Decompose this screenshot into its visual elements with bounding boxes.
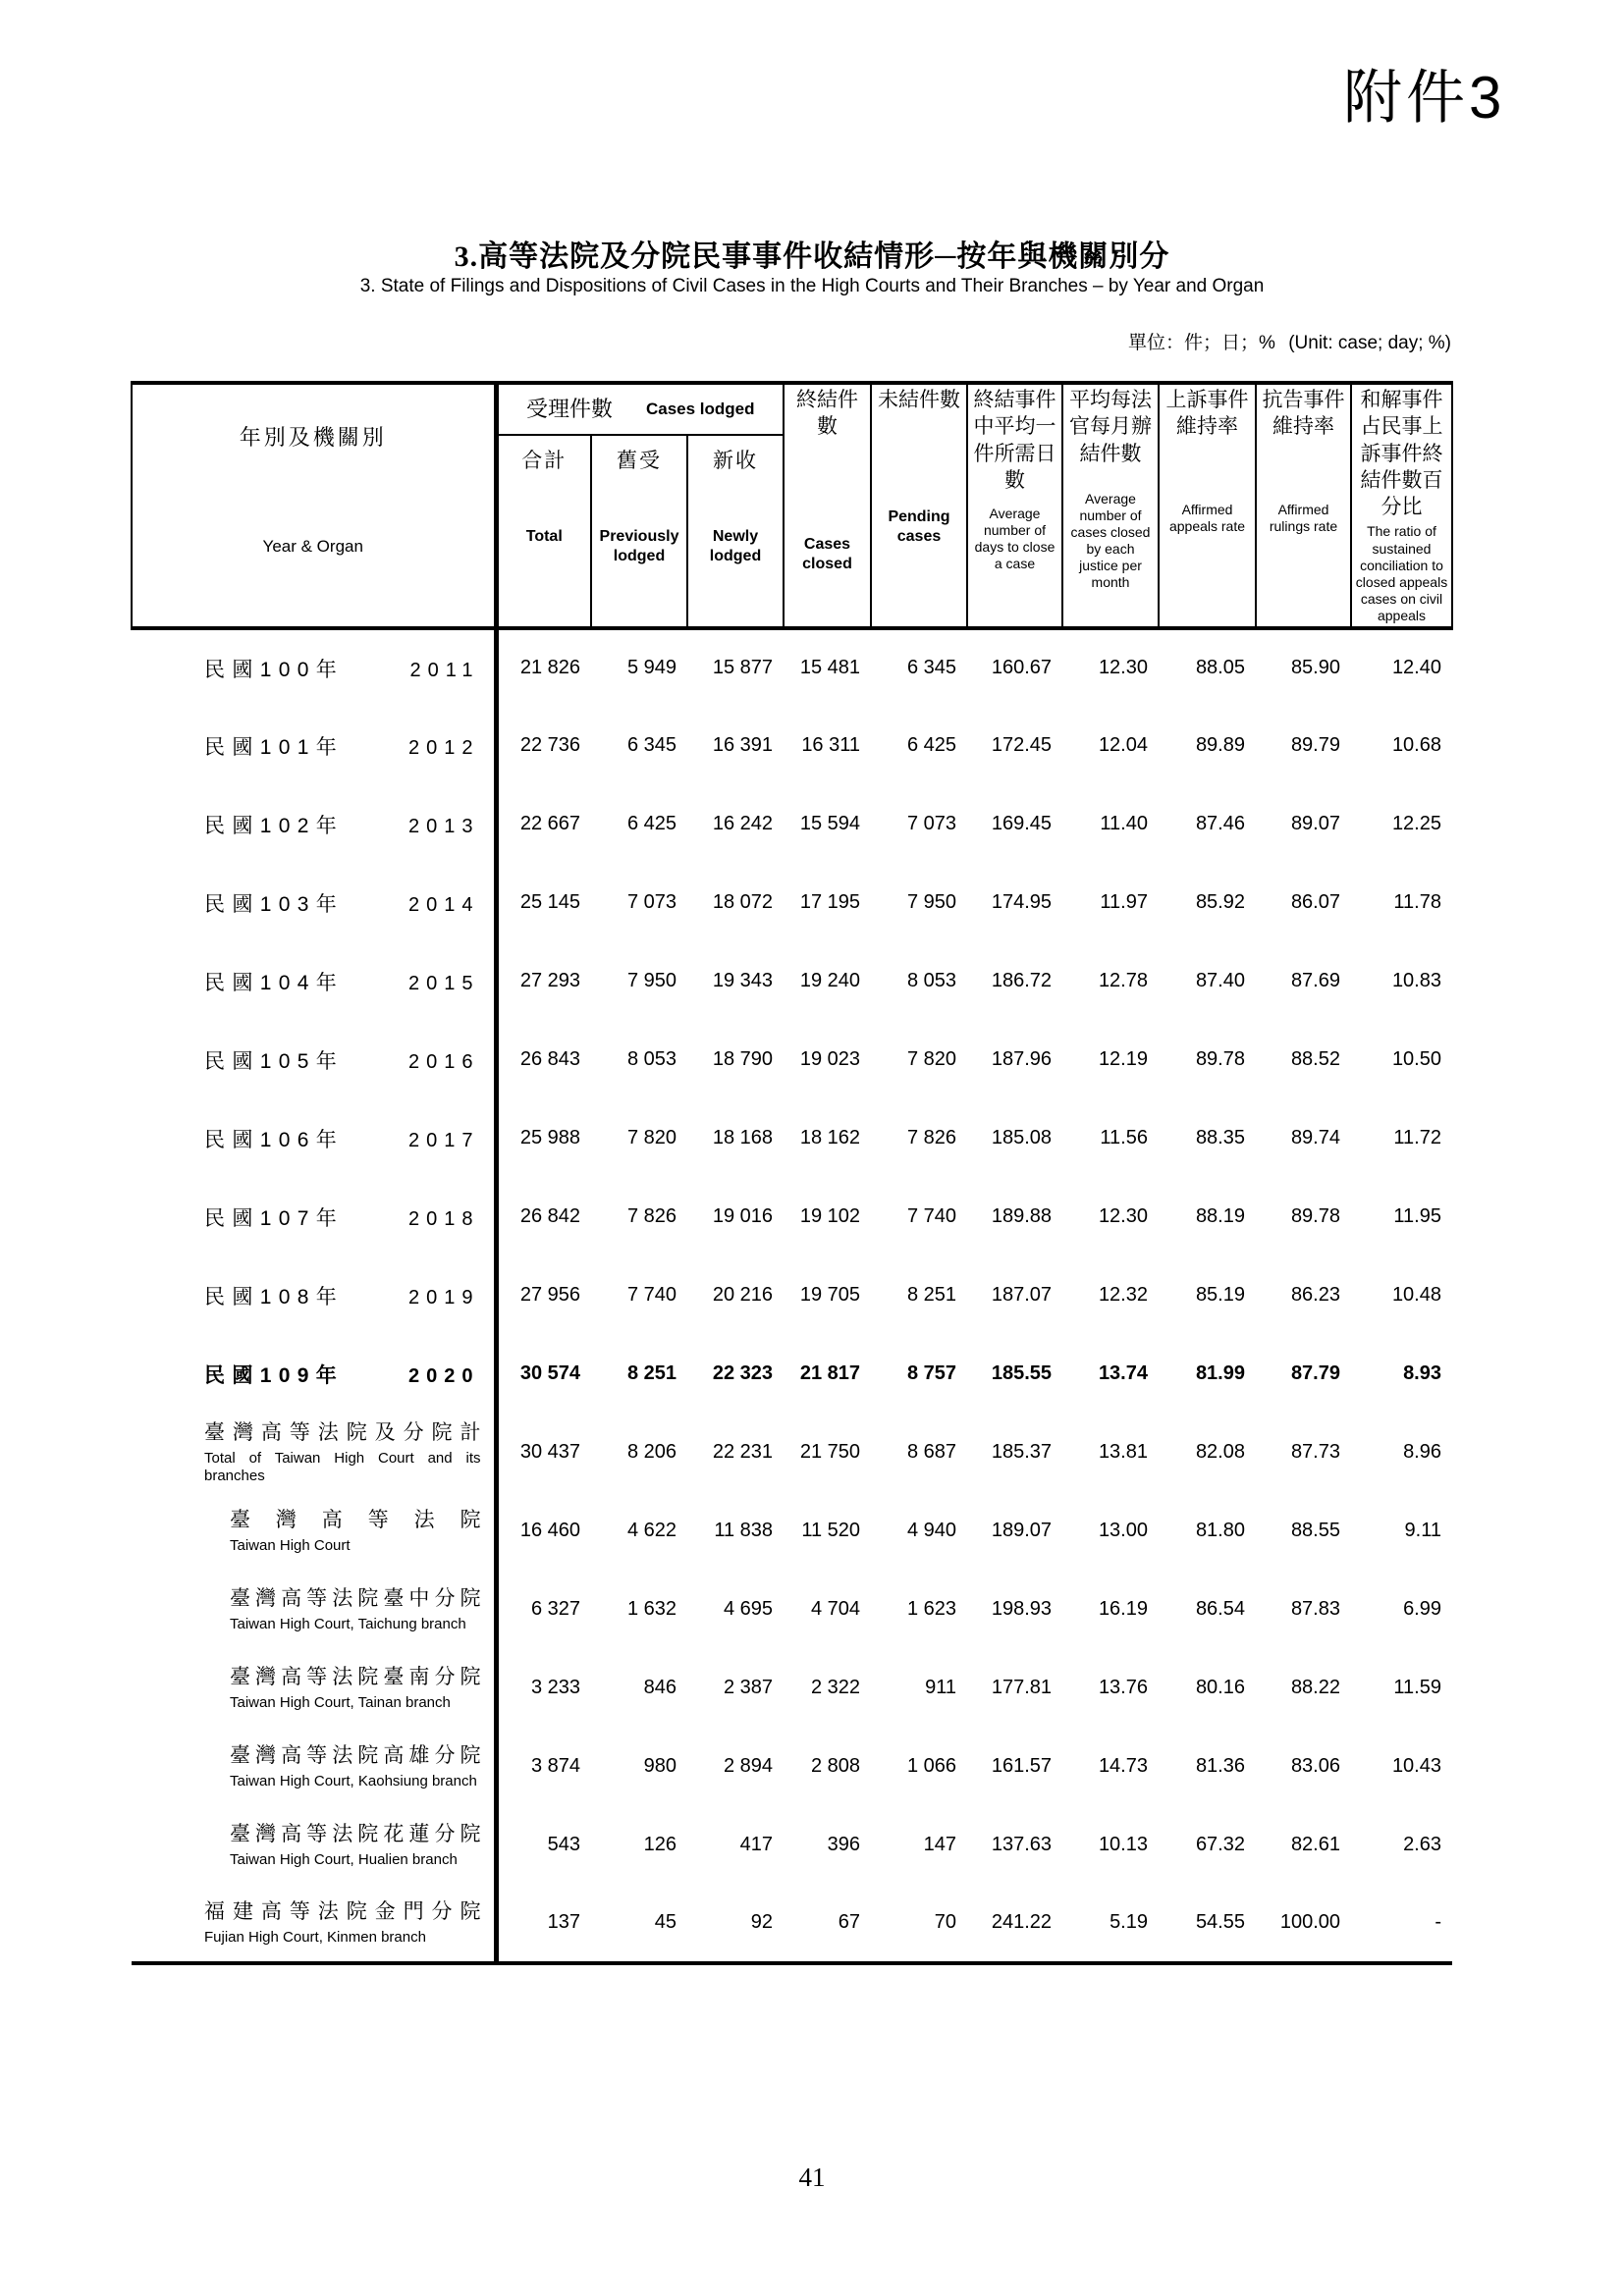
cell-value: 160.67	[991, 657, 1052, 679]
cell-value: 88.35	[1195, 1127, 1245, 1149]
cell-value: 911	[925, 1677, 956, 1699]
cell-value: 85.19	[1195, 1284, 1245, 1307]
cell-value: 82.61	[1290, 1834, 1340, 1856]
column-header-average-days	[967, 383, 1062, 628]
column-header-pending-cases	[871, 383, 967, 628]
cell-value: 22 667	[519, 813, 580, 835]
column-header-affirmed-rulings-rate	[1256, 383, 1351, 628]
cell-value: 86.07	[1290, 891, 1340, 914]
row-label-year: 2015	[408, 972, 480, 994]
table-row	[132, 628, 1452, 707]
cell-value: 19 705	[799, 1284, 860, 1307]
cell-value: 6 345	[906, 657, 956, 679]
cell-value: 7 740	[906, 1205, 956, 1228]
cell-value: 7 826	[626, 1205, 677, 1228]
cell-value: 10.43	[1391, 1755, 1441, 1778]
row-label-year: 2019	[408, 1286, 480, 1308]
cell-value: 88.05	[1195, 657, 1245, 679]
row-label	[132, 1571, 496, 1649]
cell-value: 85.92	[1195, 891, 1245, 914]
cell-value: 54.55	[1195, 1911, 1245, 1934]
cell-value: 19 023	[799, 1048, 860, 1071]
table-row	[132, 1335, 1452, 1414]
row-label-zh: 福建高等法院金門分院	[204, 1900, 481, 1924]
cell-value: 30 437	[519, 1441, 580, 1464]
cell-value: 17 195	[799, 891, 860, 914]
table-row	[132, 785, 1452, 864]
statistics-table-wrap	[131, 381, 1451, 1965]
cell-value: 21 750	[799, 1441, 860, 1464]
column-header-affirmed-appeals-rate	[1159, 383, 1256, 628]
cell-value: 89.89	[1195, 734, 1245, 757]
cell-value: 11.78	[1393, 891, 1441, 914]
row-label-en: Taiwan High Court, Hualien branch	[230, 1850, 458, 1868]
cell-value: 87.73	[1290, 1441, 1340, 1464]
column-header-cases-per-justice	[1062, 383, 1159, 628]
cell-value: 980	[643, 1755, 677, 1778]
column-header-conciliation-ratio	[1351, 383, 1452, 628]
cell-value: 67	[838, 1911, 860, 1934]
cell-value: 10.68	[1391, 734, 1441, 757]
column-header-total	[496, 435, 591, 628]
header-en: Cases closed	[802, 535, 852, 572]
cell-value: 81.36	[1195, 1755, 1245, 1778]
row-label-zh: 臺灣高等法院臺中分院	[230, 1587, 481, 1611]
table-row	[132, 864, 1452, 942]
cell-value: 8.93	[1403, 1362, 1441, 1385]
cell-value: -	[1435, 1911, 1441, 1934]
row-label	[132, 707, 496, 785]
cell-value: 846	[643, 1677, 677, 1699]
cell-value: 16 311	[801, 734, 860, 757]
cell-value: 19 016	[712, 1205, 773, 1228]
cell-value: 1 632	[626, 1598, 677, 1621]
header-en: Year & Organ	[262, 536, 363, 556]
cell-value: 22 736	[519, 734, 580, 757]
cell-value: 7 820	[626, 1127, 677, 1149]
row-label-zh: 臺灣高等法院及分院計	[204, 1421, 481, 1445]
cell-value: 8 251	[906, 1284, 956, 1307]
cell-value: 396	[827, 1834, 860, 1856]
row-label	[132, 1885, 496, 1963]
cell-value: 7 073	[906, 813, 956, 835]
cell-value: 27 293	[519, 970, 580, 992]
page-title-en: 3. State of Filings and Dispositions of Civil Cases in the High Courts and Their Branches – by Year and Organ	[359, 276, 1265, 296]
table-row	[132, 1414, 1452, 1492]
cell-value: 5 949	[626, 657, 677, 679]
cell-value: 13.81	[1098, 1441, 1148, 1464]
header-en: Average number of cases closed by each justice per month	[1070, 490, 1151, 591]
cell-value: 8.96	[1403, 1441, 1441, 1464]
cell-value: 7 073	[626, 891, 677, 914]
cell-value: 189.88	[991, 1205, 1052, 1228]
row-label	[132, 1806, 496, 1885]
cell-value: 543	[547, 1834, 580, 1856]
table-row	[132, 707, 1452, 785]
cell-value: 13.00	[1098, 1520, 1148, 1542]
table-row	[132, 1571, 1452, 1649]
row-label	[132, 1335, 496, 1414]
cell-value: 89.78	[1195, 1048, 1245, 1071]
cell-value: 21 826	[519, 657, 580, 679]
header-zh: 未結件數	[878, 389, 960, 411]
cell-value: 14.73	[1098, 1755, 1148, 1778]
cell-value: 20 216	[712, 1284, 773, 1307]
cell-value: 82.08	[1195, 1441, 1245, 1464]
header-zh: 舊受	[617, 450, 662, 472]
header-en: Affirmed appeals rate	[1168, 501, 1246, 534]
unit-note	[1128, 328, 1451, 354]
row-label-year: 2014	[408, 893, 480, 916]
cell-value: 7 826	[906, 1127, 956, 1149]
cell-value: 187.07	[991, 1284, 1052, 1307]
row-label-zh: 民國102年	[204, 814, 345, 837]
cell-value: 2 808	[810, 1755, 860, 1778]
cell-value: 81.99	[1195, 1362, 1245, 1385]
table-row	[132, 1099, 1452, 1178]
table-body	[132, 628, 1452, 1963]
row-label	[132, 1021, 496, 1099]
row-label	[132, 1728, 496, 1806]
cell-value: 100.00	[1279, 1911, 1340, 1934]
cell-value: 22 323	[712, 1362, 773, 1385]
row-label-year: 2016	[408, 1050, 480, 1073]
row-label-zh: 民國105年	[204, 1049, 345, 1073]
cell-value: 81.80	[1195, 1520, 1245, 1542]
header-en: The ratio of sustained conciliation to closed appeals cases on civil appeals	[1355, 523, 1448, 623]
cell-value: 7 740	[626, 1284, 677, 1307]
cell-value: 25 145	[519, 891, 580, 914]
cell-value: 189.07	[991, 1520, 1052, 1542]
cell-value: 8 757	[906, 1362, 956, 1385]
cell-value: 7 950	[906, 891, 956, 914]
cell-value: 12.78	[1098, 970, 1148, 992]
header-en: Affirmed rulings rate	[1269, 501, 1338, 534]
cell-value: 16 391	[712, 734, 773, 757]
row-label-zh: 臺灣高等法院高雄分院	[230, 1744, 481, 1768]
row-label-year: 2017	[408, 1129, 480, 1151]
cell-value: 15 594	[799, 813, 860, 835]
cell-value: 11 520	[801, 1520, 860, 1542]
row-label-year: 2020	[408, 1364, 480, 1387]
cell-value: 6 345	[626, 734, 677, 757]
table-row	[132, 1649, 1452, 1728]
table-row	[132, 1806, 1452, 1885]
cell-value: 11.59	[1393, 1677, 1441, 1699]
cell-value: 6 327	[530, 1598, 580, 1621]
row-label-year: 2013	[408, 815, 480, 837]
header-en: Previously lodged	[599, 528, 679, 565]
cell-value: 241.22	[991, 1911, 1052, 1934]
row-label-zh: 臺灣高等法院臺南分院	[230, 1666, 481, 1689]
cell-value: 12.30	[1098, 657, 1148, 679]
page-number: 41	[798, 2163, 826, 2192]
cell-value: 15 481	[799, 657, 860, 679]
attachment-label: 附件3	[1343, 65, 1506, 131]
cell-value: 187.96	[991, 1048, 1052, 1071]
cell-value: 2 894	[723, 1755, 773, 1778]
header-zh: 抗告事件維持率	[1262, 389, 1345, 439]
cell-value: 92	[750, 1911, 773, 1934]
row-label	[132, 1256, 496, 1335]
header-zh: 終結件數	[796, 389, 858, 439]
cell-value: 11.56	[1100, 1127, 1148, 1149]
row-label-zh: 民國100年	[204, 658, 345, 681]
row-label-zh: 臺灣高等法院	[230, 1509, 481, 1532]
cell-value: 27 956	[519, 1284, 580, 1307]
unit-note-en: (Unit: case; day; %)	[1288, 333, 1451, 353]
cell-value: 89.74	[1290, 1127, 1340, 1149]
cell-value: 169.45	[991, 813, 1052, 835]
cell-value: 147	[923, 1834, 956, 1856]
cell-value: 8 053	[906, 970, 956, 992]
row-label	[132, 1178, 496, 1256]
header-zh: 終結事件中平均一件所需日數	[973, 389, 1056, 492]
row-label-en: Taiwan High Court	[230, 1536, 351, 1554]
cell-value: 87.69	[1290, 970, 1340, 992]
cell-value: 5.19	[1110, 1911, 1148, 1934]
cell-value: 6.99	[1403, 1598, 1441, 1621]
cell-value: 172.45	[991, 734, 1052, 757]
column-header-cases-closed	[784, 383, 871, 628]
row-label-year: 2018	[408, 1207, 480, 1230]
cell-value: 86.54	[1195, 1598, 1245, 1621]
cell-value: 15 877	[712, 657, 773, 679]
cell-value: 12.04	[1098, 734, 1148, 757]
cell-value: 11.95	[1393, 1205, 1441, 1228]
row-label-en: Taiwan High Court, Tainan branch	[230, 1693, 451, 1711]
header-zh: 合計	[521, 450, 568, 472]
table-row	[132, 1021, 1452, 1099]
cell-value: 7 820	[906, 1048, 956, 1071]
cell-value: 8 687	[906, 1441, 956, 1464]
row-label-en: Taiwan High Court, Taichung branch	[230, 1615, 466, 1632]
cell-value: 26 842	[519, 1205, 580, 1228]
cell-value: 18 790	[712, 1048, 773, 1071]
row-label-en: Total of Taiwan High Court and its branches	[204, 1449, 481, 1484]
cell-value: 19 102	[799, 1205, 860, 1228]
row-label-zh: 民國106年	[204, 1128, 345, 1151]
cell-value: 89.07	[1290, 813, 1340, 835]
table-row	[132, 1256, 1452, 1335]
row-label-zh: 臺灣高等法院花蓮分院	[230, 1823, 481, 1846]
row-label	[132, 628, 496, 707]
header-zh: 年別及機關別	[239, 425, 387, 450]
cell-value: 417	[739, 1834, 773, 1856]
cell-value: 18 168	[712, 1127, 773, 1149]
cell-value: 2.63	[1403, 1834, 1441, 1856]
statistics-table	[131, 381, 1453, 1965]
header-zh: 平均每法官每月辦結件數	[1069, 389, 1152, 465]
row-label-zh: 民國101年	[204, 735, 345, 759]
cell-value: 88.22	[1290, 1677, 1340, 1699]
cell-value: 12.30	[1098, 1205, 1148, 1228]
cell-value: 89.79	[1290, 734, 1340, 757]
header-zh: 新收	[713, 450, 758, 472]
cell-value: 186.72	[991, 970, 1052, 992]
cell-value: 12.32	[1098, 1284, 1148, 1307]
cell-value: 9.11	[1404, 1520, 1441, 1542]
row-label	[132, 864, 496, 942]
cell-value: 185.37	[991, 1441, 1052, 1464]
cell-value: 4 704	[810, 1598, 860, 1621]
cell-value: 2 387	[723, 1677, 773, 1699]
cell-value: 1 623	[906, 1598, 956, 1621]
cell-value: 4 622	[626, 1520, 677, 1542]
column-group-cases-lodged	[496, 383, 784, 435]
cell-value: 10.50	[1391, 1048, 1441, 1071]
cell-value: 8 251	[626, 1362, 677, 1385]
cell-value: 11 838	[714, 1520, 773, 1542]
cell-value: 161.57	[991, 1755, 1052, 1778]
cell-value: 185.55	[991, 1362, 1052, 1385]
cell-value: 137.63	[991, 1834, 1052, 1856]
cell-value: 18 072	[712, 891, 773, 914]
cell-value: 7 950	[626, 970, 677, 992]
row-label	[132, 1649, 496, 1728]
cell-value: 12.19	[1098, 1048, 1148, 1071]
cell-value: 22 231	[712, 1441, 773, 1464]
unit-note-zh: 單位：件；日；%	[1128, 333, 1275, 353]
column-header-newly-lodged	[687, 435, 784, 628]
cell-value: 12.40	[1391, 657, 1441, 679]
cell-value: 4 940	[906, 1520, 956, 1542]
header-zh: 受理件數	[525, 396, 613, 421]
cell-value: 83.06	[1290, 1755, 1340, 1778]
cell-value: 185.08	[991, 1127, 1052, 1149]
cell-value: 88.52	[1290, 1048, 1340, 1071]
cell-value: 10.83	[1391, 970, 1441, 992]
row-label-year: 2012	[408, 736, 480, 759]
cell-value: 87.79	[1290, 1362, 1340, 1385]
row-label	[132, 1099, 496, 1178]
row-label-zh: 民國104年	[204, 971, 345, 994]
cell-value: 6 425	[906, 734, 956, 757]
header-en: Total	[525, 528, 563, 546]
cell-value: 26 843	[519, 1048, 580, 1071]
cell-value: 4 695	[723, 1598, 773, 1621]
cell-value: 70	[934, 1911, 956, 1934]
column-header-previously-lodged	[591, 435, 687, 628]
table-row	[132, 1728, 1452, 1806]
cell-value: 87.40	[1195, 970, 1245, 992]
row-label-zh: 民國103年	[204, 892, 345, 916]
cell-value: 174.95	[991, 891, 1052, 914]
table-row	[132, 942, 1452, 1021]
table-row	[132, 1492, 1452, 1571]
row-label-zh: 民國109年	[204, 1363, 345, 1387]
page-title-zh: 3.高等法院及分院民事事件收結情形─按年與機關別分	[454, 240, 1170, 273]
cell-value: 88.19	[1195, 1205, 1245, 1228]
cell-value: 80.16	[1195, 1677, 1245, 1699]
table-row	[132, 1885, 1452, 1963]
cell-value: 10.48	[1391, 1284, 1441, 1307]
row-label-zh: 民國108年	[204, 1285, 345, 1308]
row-label	[132, 1414, 496, 1492]
cell-value: 16 242	[712, 813, 773, 835]
cell-value: 45	[654, 1911, 677, 1934]
cell-value: 13.74	[1098, 1362, 1148, 1385]
header-en: Average number of days to close a case	[974, 506, 1056, 572]
cell-value: 3 874	[530, 1755, 580, 1778]
cell-value: 89.78	[1290, 1205, 1340, 1228]
cell-value: 85.90	[1290, 657, 1340, 679]
cell-value: 21 817	[799, 1362, 860, 1385]
cell-value: 87.46	[1195, 813, 1245, 835]
cell-value: 18 162	[799, 1127, 860, 1149]
row-label	[132, 785, 496, 864]
cell-value: 30 574	[519, 1362, 580, 1385]
cell-value: 8 053	[626, 1048, 677, 1071]
cell-value: 88.55	[1290, 1520, 1340, 1542]
cell-value: 126	[643, 1834, 677, 1856]
header-en: Pending cases	[888, 508, 950, 546]
header-zh: 和解事件占民事上訴事件終結件數百分比	[1360, 389, 1443, 519]
row-label-zh: 民國107年	[204, 1206, 345, 1230]
column-header-year-organ	[132, 383, 496, 628]
row-label	[132, 942, 496, 1021]
cell-value: 13.76	[1098, 1677, 1148, 1699]
cell-value: 11.72	[1393, 1127, 1441, 1149]
header-zh: 上訴事件維持率	[1165, 389, 1249, 439]
cell-value: 16 460	[519, 1520, 580, 1542]
cell-value: 8 206	[626, 1441, 677, 1464]
header-en: Cases lodged	[645, 399, 755, 418]
cell-value: 1 066	[906, 1755, 956, 1778]
cell-value: 3 233	[530, 1677, 580, 1699]
cell-value: 137	[547, 1911, 580, 1934]
cell-value: 19 343	[712, 970, 773, 992]
cell-value: 11.97	[1100, 891, 1148, 914]
row-label-year: 2011	[409, 659, 480, 681]
cell-value: 19 240	[799, 970, 860, 992]
cell-value: 2 322	[810, 1677, 860, 1699]
cell-value: 25 988	[519, 1127, 580, 1149]
row-label-en: Fujian High Court, Kinmen branch	[204, 1928, 426, 1946]
cell-value: 6 425	[626, 813, 677, 835]
row-label-en: Taiwan High Court, Kaohsiung branch	[230, 1772, 477, 1789]
cell-value: 87.83	[1290, 1598, 1340, 1621]
row-label	[132, 1492, 496, 1571]
table-row	[132, 1178, 1452, 1256]
cell-value: 86.23	[1290, 1284, 1340, 1307]
cell-value: 10.13	[1098, 1834, 1148, 1856]
header-en: Newly lodged	[709, 528, 762, 565]
cell-value: 12.25	[1391, 813, 1441, 835]
cell-value: 198.93	[991, 1598, 1052, 1621]
table-header	[132, 383, 1452, 628]
cell-value: 67.32	[1195, 1834, 1245, 1856]
cell-value: 11.40	[1100, 813, 1148, 835]
cell-value: 177.81	[991, 1677, 1052, 1699]
cell-value: 16.19	[1098, 1598, 1148, 1621]
